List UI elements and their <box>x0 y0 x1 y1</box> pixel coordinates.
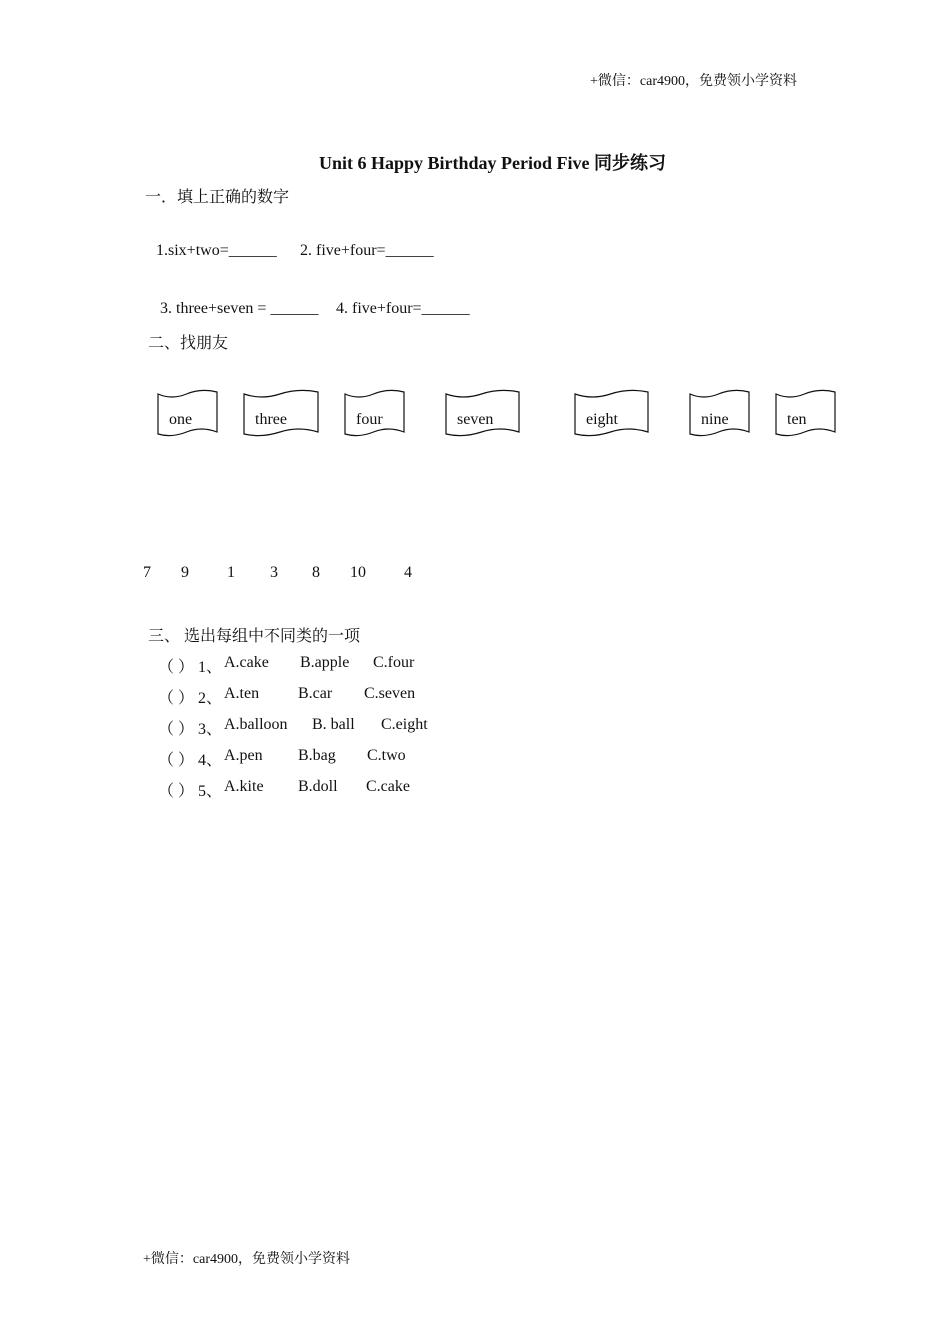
question-1: 1.six+two=______ <box>156 242 277 259</box>
word-card <box>445 388 518 440</box>
option-c: C.eight <box>381 716 428 733</box>
question-number: 2、 <box>198 690 223 707</box>
number-item: 8 <box>312 564 320 581</box>
card-word: ten <box>787 411 807 428</box>
card-word: one <box>169 411 193 428</box>
question-number: 4、 <box>198 752 223 769</box>
header-note: +微信：car4900，免费领小学资料 <box>590 74 797 89</box>
answer-blank[interactable]: （ ） <box>158 752 195 769</box>
section3-heading: 三、 选出每组中不同类的一项 <box>148 628 361 645</box>
question-number: 3、 <box>198 721 223 738</box>
option-a: A.cake <box>224 654 269 671</box>
page-title: Unit 6 Happy Birthday Period Five 同步练习 <box>318 153 666 173</box>
option-a: A.pen <box>224 747 263 764</box>
card-word: seven <box>457 411 494 428</box>
word-card <box>775 388 834 440</box>
option-b: B.car <box>298 685 333 702</box>
option-c: C.four <box>373 654 415 671</box>
question-number: 5、 <box>198 783 223 800</box>
option-a: A.kite <box>224 778 264 795</box>
question-4: 4. five+four=______ <box>336 300 470 317</box>
option-c: C.cake <box>366 778 410 795</box>
answer-blank[interactable]: （ ） <box>158 659 195 676</box>
question-number: 1、 <box>198 659 223 676</box>
card-word: four <box>356 411 383 428</box>
answer-blank[interactable]: （ ） <box>158 690 195 707</box>
section2-heading: 二、找朋友 <box>148 335 229 352</box>
option-c: C.seven <box>364 685 416 702</box>
option-b: B.doll <box>298 778 338 795</box>
question-row <box>158 747 758 769</box>
option-a: A.ten <box>224 685 260 702</box>
question-2: 2. five+four=______ <box>300 242 434 259</box>
answer-blank[interactable]: （ ） <box>158 783 195 800</box>
number-item: 1 <box>227 564 235 581</box>
card-word: eight <box>586 411 618 428</box>
word-card <box>243 388 317 440</box>
card-word: nine <box>701 411 729 428</box>
number-item: 4 <box>404 564 412 581</box>
option-a: A.balloon <box>224 716 288 733</box>
question-row <box>158 685 758 707</box>
number-row <box>0 564 950 586</box>
option-b: B.bag <box>298 747 336 764</box>
question-row <box>158 778 758 800</box>
question-row <box>158 654 758 676</box>
option-b: B.apple <box>300 654 350 671</box>
word-card <box>344 388 403 440</box>
option-b: B. ball <box>312 716 355 733</box>
number-item: 3 <box>270 564 278 581</box>
number-item: 10 <box>350 564 366 581</box>
answer-blank[interactable]: （ ） <box>158 721 195 738</box>
number-item: 7 <box>143 564 151 581</box>
card-word: three <box>255 411 287 428</box>
option-c: C.two <box>367 747 406 764</box>
footer-note: +微信：car4900，免费领小学资料 <box>143 1252 350 1267</box>
word-card <box>689 388 748 440</box>
question-row <box>158 716 758 738</box>
number-item: 9 <box>181 564 189 581</box>
section1-heading: 一．填上正确的数字 <box>145 189 290 206</box>
word-card <box>157 388 216 440</box>
word-card <box>574 388 647 440</box>
question-3: 3. three+seven = ______ <box>160 300 319 317</box>
